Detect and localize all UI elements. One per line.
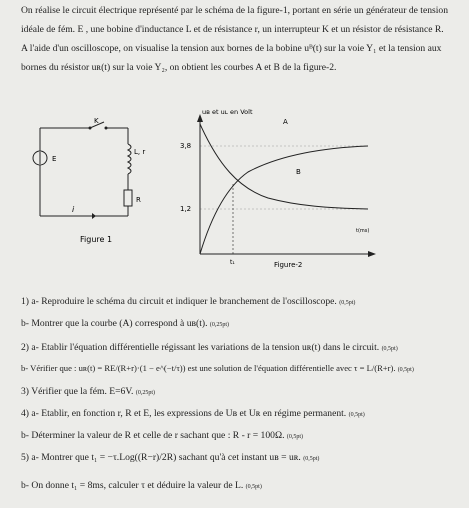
switch-label: K xyxy=(94,118,99,125)
coil-label: L, r xyxy=(134,148,146,156)
question-3: 3) Vérifier que la fém. E=6V. (0,25pt) xyxy=(21,386,155,397)
t1-marker: t₁ xyxy=(230,259,235,266)
y-tick-high: 3,8 xyxy=(180,142,192,150)
intro-line-4: bornes du résistor uʀ(t) sur la voie Y₂, on obtient les courbes A et B de la figure-2. xyxy=(21,62,337,73)
question-2b: b- Vérifier que : uʀ(t) = RE/(R+r)·(1 − e^(−t/τ)) est une solution de l'équation différentielle avec τ = L/(R+r). (0,5pt) xyxy=(21,363,414,373)
circuit-diagram xyxy=(28,118,168,248)
resistor-label: R xyxy=(136,196,141,204)
oscillogram-figure xyxy=(178,104,388,274)
y-tick-low: 1,2 xyxy=(180,205,192,213)
curve-a-label: A xyxy=(283,118,288,126)
figure-2-caption: Figure-2 xyxy=(274,261,303,269)
curve-b-label: B xyxy=(296,168,301,176)
question-5b: b- On donne t₁ = 8ms, calculer τ et déduire la valeur de L. (0,5pt) xyxy=(21,480,262,491)
intro-line-1: On réalise le circuit électrique représenté par le schéma de la figure-1, portant en série un générateur de tension xyxy=(21,5,448,16)
intro-line-3: A l'aide d'un oscilloscope, on visualise la tension aux bornes de la bobine uᴮ(t) sur la voie Y₁ et la tension aux xyxy=(21,43,442,54)
generator-label: E xyxy=(52,155,57,163)
figure-1-caption: Figure 1 xyxy=(80,235,113,244)
question-1a: 1) a- Reproduire le schéma du circuit et indiquer le branchement de l'oscilloscope. (0,5pt) xyxy=(21,296,356,307)
question-1b: b- Montrer que la courbe (A) correspond à uʙ(t). (0,25pt) xyxy=(21,318,230,329)
curve-b xyxy=(200,146,368,254)
question-4a: 4) a- Etablir, en fonction r, R et E, les expressions de Uʙ et Uʀ en régime permanent. (0,5pt) xyxy=(21,408,365,419)
current-label: i xyxy=(72,205,75,214)
oscillogram-title: uʙ et uʟ en Volt xyxy=(202,108,253,116)
question-4b: b- Déterminer la valeur de R et celle de r sachant que : R - r = 100Ω. (0,5pt) xyxy=(21,430,304,441)
intro-line-2: idéale de fém. E , une bobine d'inductance L et de résistance r, un interrupteur K et un résistor de résistance R. xyxy=(21,24,444,35)
question-5a: 5) a- Montrer que t₁ = −τ.Log((R−r)/2R) sachant qu'à cet instant uʙ = uʀ. (0,5pt) xyxy=(21,452,320,463)
x-axis-label: t(ms) xyxy=(356,228,370,234)
question-2a: 2) a- Etablir l'équation différentielle régissant les variations de la tension uʀ(t) dans le circuit. (0,5pt) xyxy=(21,342,398,353)
